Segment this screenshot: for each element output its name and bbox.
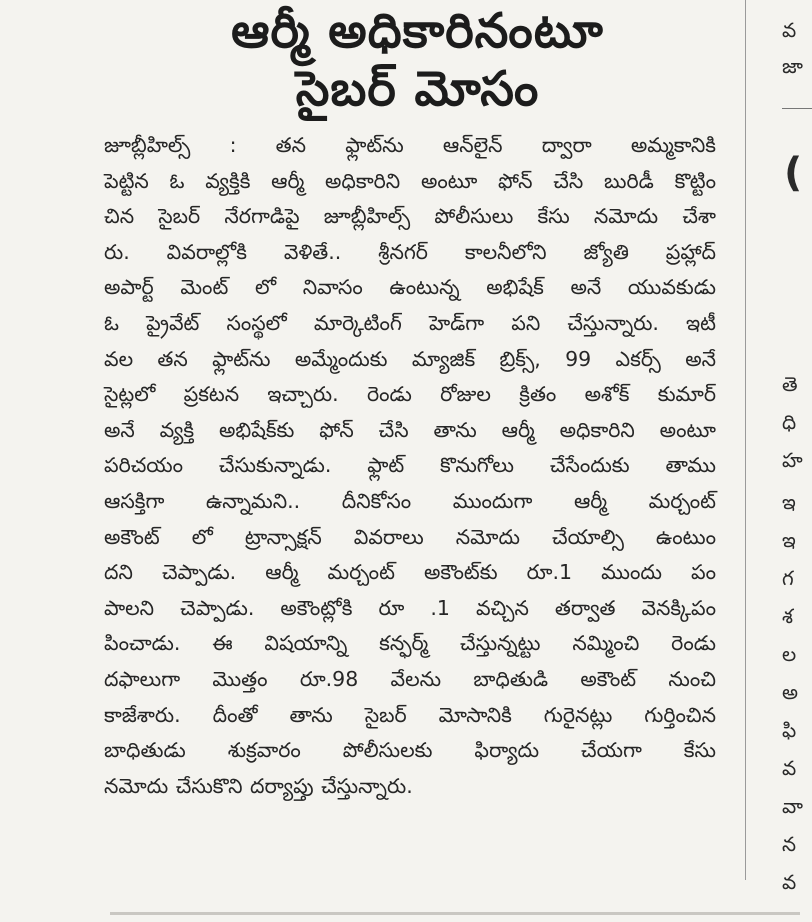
headline-block (110, 0, 725, 118)
article-line: పించాడు. ఈ విషయాన్ని కన్ఫర్మ్ చేస్తున్నట్టు నమ్మించి రెండు (104, 631, 716, 656)
adjacent-drop-char: ( (784, 150, 803, 196)
adjacent-text-fragment: శ (782, 604, 793, 628)
adjacent-column-fragment (760, 0, 803, 922)
adjacent-text-fragment: ఇ (782, 528, 796, 552)
adjacent-text-fragment: హ (782, 448, 803, 472)
article-line: ఆసక్తిగా ఉన్నామని.. దీనికోసం ముందుగా ఆర్మీ మర్చంట్ (104, 488, 716, 513)
headline-line-1: ఆర్మీ అధికారినంటూ (231, 3, 604, 59)
article-line: జూబ్లీహిల్స్ : తన ఫ్లాట్‌ను ఆన్‌లైన్ ద్వారా అమ్మకానికి (104, 133, 716, 157)
column-divider (745, 0, 746, 880)
adjacent-text-fragment: ధి (782, 410, 797, 434)
adjacent-text-fragment: వ (782, 756, 797, 780)
adjacent-text-fragment: అ (782, 680, 798, 704)
article-body (104, 128, 716, 804)
adjacent-text-fragment: గ (782, 566, 794, 590)
adjacent-text-fragment: న (782, 832, 797, 856)
article-line: కాజేశారు. దీంతో తాను సైబర్ మోసానికి గురైనట్లు గుర్తించిన (104, 702, 716, 727)
article-line: పెట్టిన ఓ వ్యక్తికి ఆర్మీ అధికారిని అంటూ ఫోన్ చేసి బురిడీ కొట్టిం (104, 168, 716, 193)
adjacent-text-fragment: ల (782, 642, 797, 666)
headline-line-2: సైబర్ మోసం (295, 61, 540, 117)
article-line: పరిచయం చేసుకున్నాడు. ఫ్లాట్ కొనుగోలు చేసేందుకు తాము (104, 453, 716, 478)
article-line: బాధితుడు శుక్రవారం పోలీసులకు ఫిర్యాదు చేయగా కేసు (104, 738, 716, 763)
article-line: అనే వ్యక్తి అభిషేక్‌కు ఫోన్ చేసి తాను ఆర్మీ అధికారిని అంటూ (104, 417, 716, 442)
article-line: అకౌంట్ లో ట్రాన్సాక్షన్ వివరాలు నమోదు చేయాల్సి ఉంటుం (104, 524, 716, 549)
bottom-divider (110, 912, 800, 915)
article-line: సైట్లలో ప్రకటన ఇచ్చారు. రెండు రోజుల క్రితం అశోక్ కుమార్ (104, 382, 716, 407)
adjacent-text-fragment: తె (782, 372, 798, 396)
adjacent-text-fragment: ఇ (782, 490, 796, 514)
article-line: చిన సైబర్ నేరగాడిపై జూబ్లీహిల్స్ పోలీసులు కేసు నమోదు చేశా (104, 204, 716, 229)
article-line: నమోదు చేసుకొని దర్యాప్తు చేస్తున్నారు. (104, 773, 413, 798)
adjacent-text-fragment: జా (782, 54, 803, 78)
headline (110, 2, 725, 118)
article-line: దఫాలుగా మొత్తం రూ.98 వేలను బాధితుడి అకౌంట్ నుంచి (104, 666, 716, 691)
adjacent-text-fragment: వా (782, 794, 803, 818)
article-line: వల తన ఫ్లాట్‌ను అమ్మేందుకు మ్యాజిక్ బ్రిక్స్, 99 ఎకర్స్ అనే (104, 346, 716, 371)
adjacent-text-fragment: వ (782, 18, 797, 42)
article-line: ఓ ప్రైవేట్ సంస్థలో మార్కెటింగ్ హెడ్‌గా పని చేస్తున్నారు. ఇటీ (104, 310, 716, 335)
article-line: అపార్ట్ మెంట్ లో నివాసం ఉంటున్న అభిషేక్ అనే యువకుడు (104, 275, 716, 300)
article-line: దని చెప్పాడు. ఆర్మీ మర్చంట్ అకౌంట్‌కు రూ.1 ముందు పం (104, 560, 716, 585)
article-line: రు. వివరాల్లోకి వెళితే.. శ్రీనగర్ కాలనీలోని జ్యోతి ప్రహ్లాద్ (104, 239, 716, 264)
adjacent-divider (782, 108, 812, 109)
adjacent-text-fragment: వ (782, 870, 797, 894)
article-line: పాలని చెప్పాడు. అకౌంట్లోకి రూ .1 వచ్చిన తర్వాత వెనక్కిపం (104, 595, 716, 620)
adjacent-text-fragment: ఫి (782, 718, 797, 742)
